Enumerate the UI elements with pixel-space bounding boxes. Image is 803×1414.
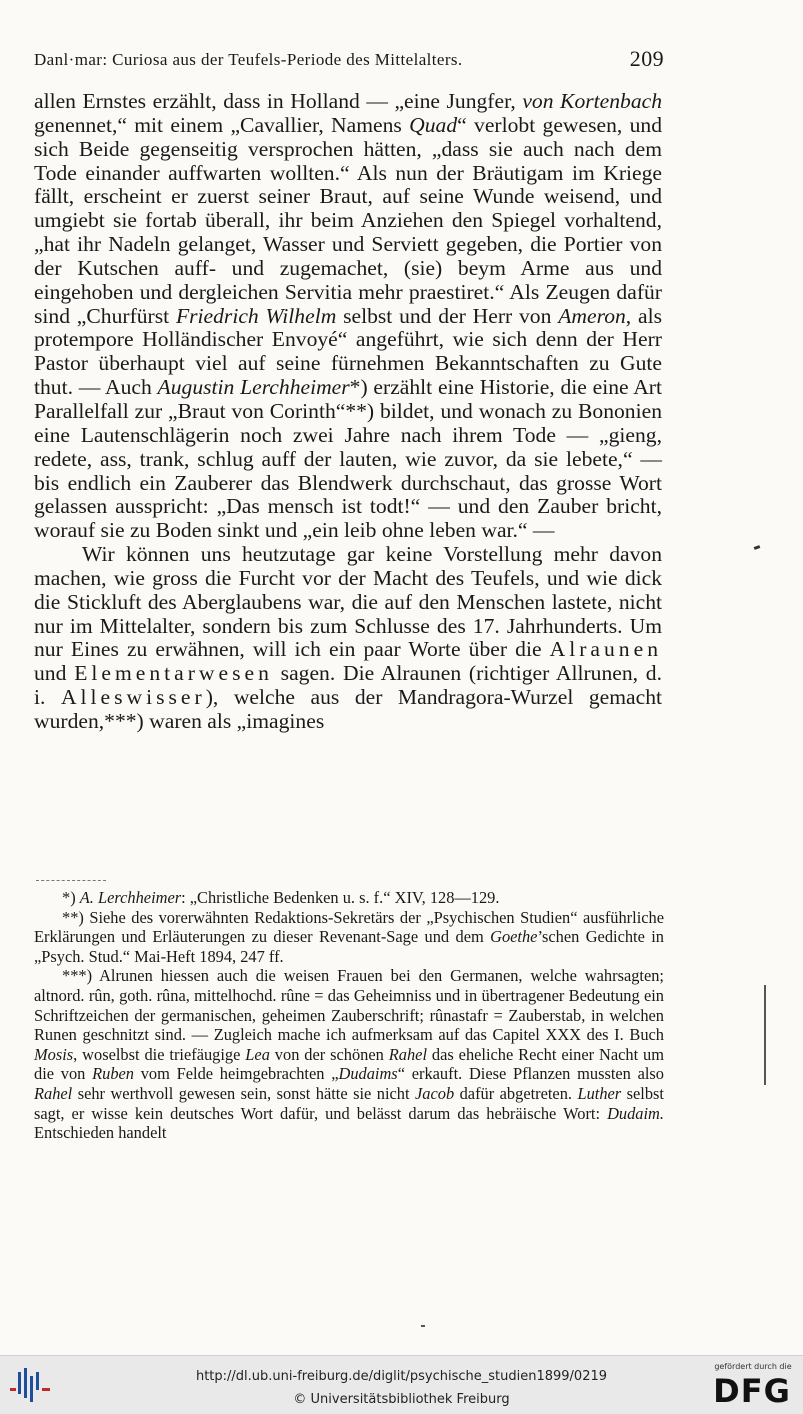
text-run: Wir können uns heutzutage gar keine Vorstellung mehr davon machen, wie gross die Furcht vor der Macht des Teufels, und wie dick die Stickluft des Aberglaubens war, die auf den Menschen lastete, nicht nur im Mittelalter, sondern bis zum Schlusse des 17. Jahrhunderts. Um nur Eines zu erwähnen, will ich ein paar Worte über die [34, 542, 662, 662]
text-run: “ erkauft. Diese Pflanzen mussten also [397, 1064, 665, 1084]
text-run: vom Felde heimgebrachten „ [133, 1064, 339, 1084]
scan-speck [421, 1325, 425, 1327]
text-run: das eheliche Recht einer Nacht um die von [34, 1044, 664, 1084]
copyright-text: © Universitätsbibliothek Freiburg [293, 1392, 510, 1407]
text-run: Entschieden handelt [34, 1123, 167, 1143]
italic-run: Dudaim. [607, 1103, 664, 1123]
text-run: , als protempore Holländischer Envoyé“ angeführt, wie sich denn der Herr Pastor überhaupt viel auf seine fürnehmen Bekanntschaften zu Gute thut. — Auch [34, 303, 662, 400]
italic-run: Luther [577, 1083, 622, 1103]
margin-mark [754, 545, 761, 550]
text-run: **) Siehe des vorerwähnten Redaktions-Sekretärs der „Psychischen Studien“ ausführliche Erklärungen und Erläuterungen zu dieser Revenant-Sage und dem [34, 907, 664, 947]
spaced-run: Alraunen [549, 637, 662, 662]
italic-run: von Kortenbach [522, 89, 662, 113]
text-run: *) erzählt eine Historie, die eine Art Parallelfall zur „Braut von Corinth“**) bildet, und wonach zu Bononien eine Lautenschlägerin noch zwei Jahre nach ihrem Tode — „gieng, redete, ass, trank, schlug auff der lauten, wie zuvor, da sie lebete,“ — bis endlich ein Zauberer das Blendwerk durchschaut, das grosse Wort gelassen ausspricht: „Das mensch ist todt!“ — und den Zauber bricht, worauf sie zu Boden sinkt und „ein leib ohne leben war.“ — [34, 375, 662, 543]
text-run: , woselbst die triefäugige [73, 1044, 246, 1064]
italic-run: Ameron [558, 303, 626, 328]
footnote-3 [34, 966, 664, 1142]
italic-run: Jacob [415, 1083, 455, 1103]
italic-run: Rahel [388, 1044, 427, 1064]
text-run: ***) Alrunen hiessen auch die weisen Frauen bei den Germanen, welche wahrsagten; altnord. rûn, goth. rûna, mittelhochd. rûne = das Geheimniss und in übertragener Bedeutung ein Schriftzeichen der germanischen, geheimen Zauberschrift; rûnastafr = Zauberstab, in welchen Runen geschnitzt sind. — Zugleich mache ich aufmerksam auf das Capitel XXX des I. Buch [34, 966, 664, 1045]
italic-run: A. Lerchheimer [79, 888, 182, 907]
source-url-link[interactable]: http://dl.ub.uni-freiburg.de/diglit/psychische_studien1899/0219 [195, 1369, 608, 1384]
running-title: Danl·mar: Curiosa aus der Teufels-Periode des Mittelalters. [34, 50, 463, 69]
margin-rule [764, 985, 766, 1085]
text-run: genennet,“ mit einem „Cavallier, Namens [34, 112, 410, 137]
italic-run: Mosis [34, 1044, 74, 1064]
main-text [34, 90, 662, 734]
viewer-footer [0, 1355, 803, 1414]
text-run: selbst und der Herr von [336, 303, 559, 328]
spaced-run: Alleswisser [60, 685, 206, 710]
text-run: sagen. Die Alraunen (richtiger Allrunen, d. i. [34, 661, 663, 710]
text-run: dafür abgetreten. [454, 1083, 578, 1103]
dfg-logo[interactable] [706, 1362, 796, 1410]
text-run: *) [62, 888, 80, 907]
paragraph-2 [34, 543, 662, 734]
text-run: sehr werthvoll gewesen sein, sonst hätte sie nicht [72, 1083, 415, 1103]
spaced-run: Elementarwesen [74, 661, 273, 686]
text-run: ’schen Gedichte in „Psych. Stud.“ Mai-Heft 1894, 247 ff. [34, 927, 664, 966]
italic-run: Quad [409, 112, 458, 137]
paragraph-1 [34, 90, 662, 543]
footnote-separator [36, 880, 106, 881]
text-run: ), welche aus der Mandragora-Wurzel gemacht wurden,***) waren als „imagines [34, 685, 662, 733]
page-number: 209 [629, 46, 664, 71]
italic-run: Lea [245, 1044, 270, 1064]
text-run: selbst sagt, er wisse kein deutsches Wort dafür, und belässt darum das hebräische Wort: [34, 1083, 664, 1123]
running-header [34, 46, 664, 71]
footnote-1 [34, 888, 664, 908]
dfg-funding-text: gefördert durch die [714, 1362, 792, 1371]
text-run: “ verlobt gewesen, und sich Beide gegenseitig versprochen hätten, „dass sie auch nach dem Tode einander auffwarten wollten.“ Als nun der Bräutigam im Kriege fällt, erscheint er zuerst seiner Braut, auf seine Wunde weisend, und umgiebt sie fortab überall, ihr beim Anziehen den Spiegel vorhaltend, „hat ihr Nadeln gelanget, Wasser und Serviett gegeben, die Portier von der Kutschen auff- und zugemachet, (sie) beym Arme aus und eingehoben und dergleichen Servitia mehr praestiret.“ Als Zeugen dafür sind „Churfürst [34, 112, 663, 328]
italic-run: Rahel [34, 1083, 73, 1103]
text-run: und [34, 661, 75, 686]
italic-run: Friedrich Wilhelm [175, 303, 337, 328]
italic-run: Goethe [490, 927, 538, 947]
text-run: : „Christliche Bedenken u. s. f.“ XIV, 128—129. [181, 888, 500, 907]
dfg-wordmark: DFG [713, 1372, 791, 1410]
text-run: allen Ernstes erzählt, dass in Holland — „eine Jungfer, [34, 89, 523, 113]
footnotes [34, 888, 664, 1143]
italic-run: Dudaims [338, 1064, 398, 1084]
italic-run: Augustin Lerchheimer [157, 375, 350, 400]
text-run: von der schönen [269, 1044, 389, 1064]
italic-run: Ruben [92, 1064, 134, 1084]
footnote-2 [34, 908, 664, 967]
